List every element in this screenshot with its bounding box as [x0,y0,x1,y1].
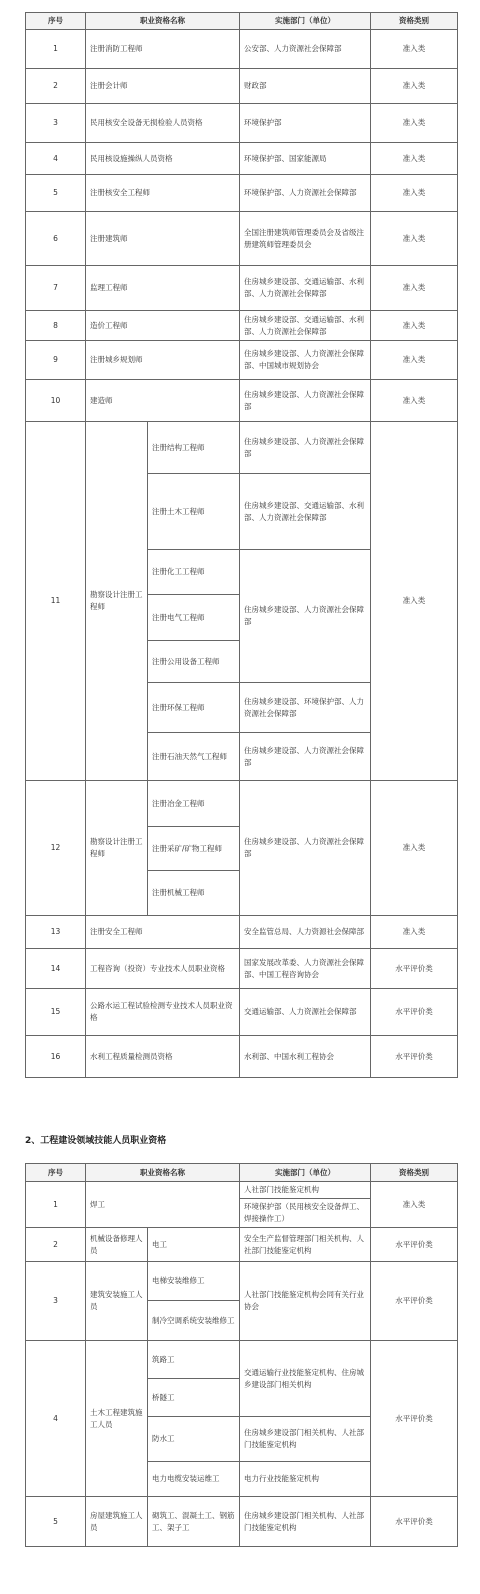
table-cell: 制冷空调系统安装维修工 [148,1301,240,1341]
table-cell: 电工 [148,1228,240,1262]
table-cell: 水平评价类 [371,949,458,989]
table-cell: 1 [26,30,86,69]
table-cell: 公路水运工程试验检测专业技术人员职业资格 [86,989,240,1036]
qualification-table-2 [25,1163,458,1547]
table-cell: 7 [26,266,86,311]
table-cell: 住房城乡建设部、环境保护部、人力资源社会保障部 [240,683,371,733]
table-cell: 注册电气工程师 [148,595,240,641]
table-cell: 准入类 [371,1182,458,1228]
table-cell: 勘察设计注册工程师 [86,422,148,781]
table-cell: 财政部 [240,69,371,104]
table-cell: 14 [26,949,86,989]
table-cell: 注册结构工程师 [148,422,240,474]
table-cell: 水平评价类 [371,1262,458,1341]
table-cell: 注册环保工程师 [148,683,240,733]
table-cell: 建造师 [86,380,240,422]
table-cell: 安全监管总局、人力资源社会保障部 [240,916,371,949]
table-row [26,266,458,311]
table-cell: 水平评价类 [371,989,458,1036]
table-cell: 住房城乡建设部、人力资源社会保障部 [240,422,371,474]
table-cell: 住房城乡建设部、人力资源社会保障部 [240,380,371,422]
table-cell: 水利部、中国水利工程协会 [240,1036,371,1078]
table-cell: 机械设备修理人员 [86,1228,148,1262]
table-cell: 注册城乡规划师 [86,341,240,380]
table-cell: 人社部门技能鉴定机构 [240,1182,371,1199]
table-cell: 4 [26,1341,86,1497]
table-row [26,212,458,266]
table-row [26,1262,458,1301]
table-cell: 注册冶金工程师 [148,781,240,827]
table-row [26,1182,458,1199]
table-cell: 造价工程师 [86,311,240,341]
table-cell: 1 [26,1182,86,1228]
header-no: 序号 [26,13,86,30]
table-row [26,104,458,143]
header-name: 职业资格名称 [86,13,240,30]
table-cell: 电力行业技能鉴定机构 [240,1462,371,1497]
header-no: 序号 [26,1164,86,1182]
table-cell: 8 [26,311,86,341]
table-row [26,175,458,212]
table-cell: 准入类 [371,422,458,781]
table-cell: 人社部门技能鉴定机构会同有关行业协会 [240,1262,371,1341]
table-cell: 水平评价类 [371,1341,458,1497]
table-cell: 注册化工工程师 [148,550,240,595]
table-cell: 11 [26,422,86,781]
table-cell: 水平评价类 [371,1228,458,1262]
table-cell: 注册核安全工程师 [86,175,240,212]
table-cell: 准入类 [371,266,458,311]
table-cell: 交通运输部、人力资源社会保障部 [240,989,371,1036]
table-row [26,311,458,341]
table-row [26,69,458,104]
table-cell: 房屋建筑施工人员 [86,1497,148,1547]
table-cell: 4 [26,143,86,175]
table-row [26,949,458,989]
header-dept: 实施部门（单位） [240,13,371,30]
table-cell: 准入类 [371,311,458,341]
table-cell: 15 [26,989,86,1036]
table-cell: 住房城乡建设部、交通运输部、水利部、人力资源社会保障部 [240,474,371,550]
qualification-table-1 [25,12,458,1078]
table-cell: 住房城乡建设部门相关机构、人社部门技能鉴定机构 [240,1497,371,1547]
table-cell: 准入类 [371,212,458,266]
table-cell: 勘察设计注册工程师 [86,781,148,916]
table-cell: 筑路工 [148,1341,240,1379]
table-cell: 注册石油天然气工程师 [148,733,240,781]
table-cell: 注册建筑师 [86,212,240,266]
table-row [26,916,458,949]
table-cell: 国家发展改革委、人力资源社会保障部、中国工程咨询协会 [240,949,371,989]
table-cell: 环境保护部、国家能源局 [240,143,371,175]
table-cell: 注册机械工程师 [148,871,240,916]
table-cell: 注册会计师 [86,69,240,104]
table-cell: 准入类 [371,104,458,143]
table-cell: 注册公用设备工程师 [148,641,240,683]
table-cell: 住房城乡建设部、交通运输部、水利部、人力资源社会保障部 [240,311,371,341]
table-cell: 3 [26,1262,86,1341]
table-row [26,30,458,69]
table-cell: 准入类 [371,175,458,212]
table-cell: 注册消防工程师 [86,30,240,69]
table-row [26,143,458,175]
table-cell: 准入类 [371,341,458,380]
table-cell: 注册土木工程师 [148,474,240,550]
table-cell: 水平评价类 [371,1497,458,1547]
table-cell: 民用核设施操纵人员资格 [86,143,240,175]
table-cell: 准入类 [371,916,458,949]
table-cell: 准入类 [371,781,458,916]
table-row [26,781,458,827]
table-cell: 9 [26,341,86,380]
table-cell: 13 [26,916,86,949]
section-title: 2、工程建设领域技能人员职业资格 [25,1136,167,1146]
table-row [26,1228,458,1262]
table-cell: 住房城乡建设部、人力资源社会保障部 [240,733,371,781]
table-row [26,989,458,1036]
table-row [26,1341,458,1379]
table-cell: 住房城乡建设部、人力资源社会保障部、中国城市规划协会 [240,341,371,380]
table-cell: 2 [26,69,86,104]
table-cell: 全国注册建筑师管理委员会及省级注册建筑师管理委员会 [240,212,371,266]
table-cell: 住房城乡建设部门相关机构、人社部门技能鉴定机构 [240,1417,371,1462]
table-cell: 3 [26,104,86,143]
table-cell: 公安部、人力资源社会保障部 [240,30,371,69]
table-cell: 民用核安全设备无损检验人员资格 [86,104,240,143]
table-cell: 注册采矿/矿物工程师 [148,827,240,871]
table-cell: 6 [26,212,86,266]
table-cell: 安全生产监督管理部门相关机构、人社部门技能鉴定机构 [240,1228,371,1262]
table-cell: 环境保护部（民用核安全设备焊工、焊接操作工） [240,1199,371,1228]
table-cell: 注册安全工程师 [86,916,240,949]
table-cell: 准入类 [371,143,458,175]
table-cell: 电力电缆安装运维工 [148,1462,240,1497]
header-category: 资格类别 [371,1164,458,1182]
table-cell: 桥隧工 [148,1379,240,1417]
table-cell: 16 [26,1036,86,1078]
table-cell: 建筑安装施工人员 [86,1262,148,1341]
table-cell: 监理工程师 [86,266,240,311]
table-row [26,1036,458,1078]
table-cell: 水平评价类 [371,1036,458,1078]
table-cell: 砌筑工、混凝土工、钢筋工、架子工 [148,1497,240,1547]
table-cell: 电梯安装维修工 [148,1262,240,1301]
table-row [26,422,458,474]
table-cell: 水利工程质量检测员资格 [86,1036,240,1078]
table-cell: 交通运输行业技能鉴定机构、住房城乡建设部门相关机构 [240,1341,371,1417]
table-row [26,380,458,422]
table-cell: 5 [26,175,86,212]
table-cell: 环境保护部、人力资源社会保障部 [240,175,371,212]
table-cell: 住房城乡建设部、交通运输部、水利部、人力资源社会保障部 [240,266,371,311]
table-cell: 12 [26,781,86,916]
header-category: 资格类别 [371,13,458,30]
table-row [26,1497,458,1547]
table-cell: 环境保护部 [240,104,371,143]
table-cell: 准入类 [371,30,458,69]
table-cell: 2 [26,1228,86,1262]
header-dept: 实施部门（单位） [240,1164,371,1182]
table-cell: 土木工程建筑施工人员 [86,1341,148,1497]
table-cell: 住房城乡建设部、人力资源社会保障部 [240,550,371,683]
table-cell: 住房城乡建设部、人力资源社会保障部 [240,781,371,916]
table-cell: 工程咨询（投资）专业技术人员职业资格 [86,949,240,989]
table-row [26,341,458,380]
header-name: 职业资格名称 [86,1164,240,1182]
table-cell: 准入类 [371,69,458,104]
table-cell: 10 [26,380,86,422]
table-cell: 焊工 [86,1182,240,1228]
table-cell: 5 [26,1497,86,1547]
table-cell: 防水工 [148,1417,240,1462]
table-cell: 准入类 [371,380,458,422]
